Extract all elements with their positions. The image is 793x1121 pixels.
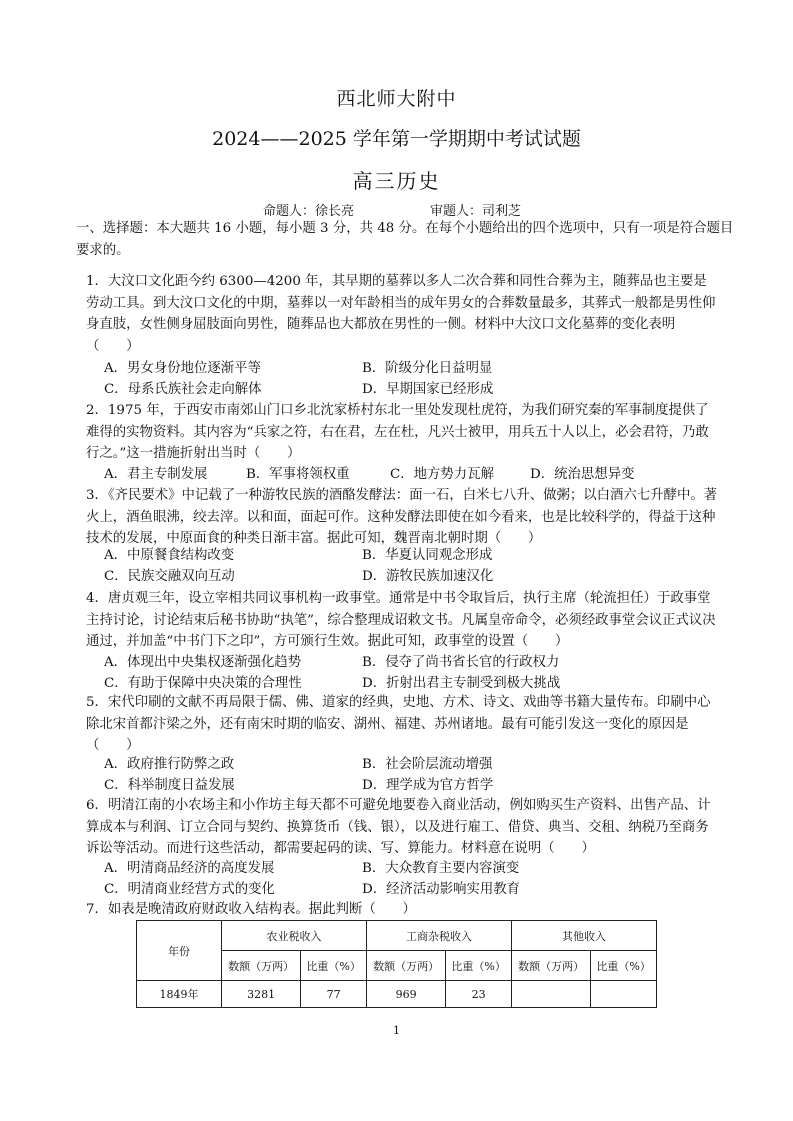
table-sub-amount: 数额（万两）: [511, 951, 590, 981]
q3-option-b: B．华夏认同观念形成: [362, 548, 493, 563]
question-6-stem: 6．明清江南的小农场主和小作坊主每天都不可避免地要卷入商业活动，例如购买生产资料、出售产品、计算成本与利润、订立合同与契约、换算货币（钱、银），以及进行雇工、借贷、典当、交租、纳税乃至商务诉讼等活动。而进行这些活动，都需要起码的读、写、算能力。材料意在说明（ ）: [86, 798, 711, 856]
exam-title: 2024——2025 学年第一学期期中考试试题: [212, 128, 581, 150]
q4-option-b: B．侵夺了尚书省长官的行政权力: [362, 655, 560, 670]
q1-option-d: D．早期国家已经形成: [362, 382, 494, 397]
q5-option-b: B．社会阶层流动增强: [362, 757, 493, 772]
table-cell-comm-amount: 969: [366, 981, 445, 1008]
table-cell-other-amount: [511, 981, 590, 1008]
table-sub-amount: 数额（万两）: [366, 951, 445, 981]
q2-option-b: B．军事将领权重: [246, 467, 350, 482]
question-1-stem: 1．大汶口文化距今约 6300—4200 年，其早期的墓葬以多人二次合葬和同性合葬为主，随葬品也主要是劳动工具。到大汶口文化的中期，墓葬以一对年龄相当的成年男女的合葬数量最多，其葬式一般都是男性仰身直肢，女性侧身屈肢面向男性，随葬品也大都放在男性的一侧。材料中大汶口文化墓葬的变化表明（ ）: [86, 274, 716, 354]
table-cell-agri-ratio: 77: [301, 981, 367, 1008]
section-instructions: 一、选择题：本大题共 16 小题，每小题 3 分，共 48 分。在每个小题给出的四个选项中，只有一项是符合题目要求的。: [76, 221, 734, 258]
subject-title: 高三历史: [352, 169, 441, 193]
q4-option-a: A．体现出中央集权逐渐强化趋势: [104, 655, 302, 670]
q6-option-d: D．经济活动影响实用教育: [362, 882, 521, 897]
school-name: 西北师大附中: [336, 88, 457, 110]
table-cell-year: 1849年: [137, 981, 222, 1008]
q5-option-d: D．理学成为官方哲学: [362, 778, 494, 793]
page-number: 1: [393, 1024, 400, 1037]
q3-option-d: D．游牧民族加速汉化: [362, 569, 494, 584]
q4-option-c: C．有助于保障中央决策的合理性: [104, 676, 302, 691]
q3-option-c: C．民族交融双向互动: [104, 569, 235, 584]
table-sub-amount: 数额（万两）: [222, 951, 301, 981]
finance-table: [136, 920, 657, 1008]
q1-option-c: C．母系氏族社会走向解体: [104, 382, 262, 397]
question-2-stem: 2．1975 年，于西安市南郊山门口乡北沈家桥村东北一里处发现杜虎符，为我们研究秦的军事制度提供了难得的实物资料。其内容为“兵家之符，右在君，左在杜，凡兴士被甲，用兵五十人以上，必会君符，乃敢行之。”这一措施折射出当时（ ）: [86, 403, 709, 461]
table-row: [137, 981, 657, 1008]
question-5-stem: 5．宋代印刷的文献不再局限于儒、佛、道家的经典，史地、方术、诗文、戏曲等书籍大量传布。印刷中心除北宋首都汴梁之外，还有南宋时期的临安、湖州、福建、苏州诸地。最有可能引发这一变化的原因是（ ）: [86, 695, 711, 753]
table-sub-ratio: 比重（%）: [301, 951, 367, 981]
question-setter: 命题人：徐长亮: [263, 204, 355, 219]
table-sub-ratio: 比重（%）: [446, 951, 512, 981]
q6-option-c: C．明清商业经营方式的变化: [104, 882, 275, 897]
table-header-agri: 农业税收入: [222, 921, 367, 951]
q6-option-a: A．明清商品经济的高度发展: [104, 861, 275, 876]
q5-option-a: A．政府推行防弊之政: [104, 757, 235, 772]
question-7-stem: 7．如表是晚清政府财政收入结构表。据此判断（ ）: [86, 902, 416, 917]
question-3-stem: 3．《齐民要术》中记载了一种游牧民族的酒酪发酵法：面一石，白米七八升、做粥；以白酒六七升酵中。著火上，酒鱼眼沸，绞去滓。以和面，面起可作。这种发酵法即使在如今看来，也是比较科学的，得益于这种技术的发展，中原面食的种类日渐丰富。据此可知，魏晋南北朝时期（ ）: [86, 488, 718, 546]
question-reviewer: 审题人：司利芝: [430, 204, 522, 219]
q5-option-c: C．科举制度日益发展: [104, 778, 235, 793]
q1-option-b: B．阶级分化日益明显: [362, 361, 493, 376]
table-header-commerce: 工商杂税收入: [366, 921, 511, 951]
table-cell-other-ratio: [591, 981, 657, 1008]
table-header-year: 年份: [137, 921, 222, 981]
table-header-other: 其他收入: [511, 921, 656, 951]
q4-option-d: D．折射出君主专制受到极大挑战: [362, 676, 561, 691]
table-sub-ratio: 比重（%）: [591, 951, 657, 981]
question-4-stem: 4．唐贞观三年，设立宰相共同议事机构一政事堂。通常是中书令取旨后，执行主席（轮流担任）于政事堂主持讨论，讨论结束后秘书协助“执笔”，综合整理成诏敕文书。凡属皇帝命令，必须经政事堂会议正式议决通过，并加盖“中书门下之印”，方可颁行生效。据此可知，政事堂的设置（ ）: [86, 591, 716, 649]
q1-option-a: A．男女身份地位逐渐平等: [104, 361, 261, 376]
q3-option-a: A．中原餐食结构改变: [104, 548, 235, 563]
table-cell-agri-amount: 3281: [222, 981, 301, 1008]
table-cell-comm-ratio: 23: [446, 981, 512, 1008]
q6-option-b: B．大众教育主要内容演变: [362, 861, 520, 876]
q2-option-a: A．君主专制发展: [104, 467, 208, 482]
q2-option-d: D．统治思想异变: [530, 467, 635, 482]
q2-option-c: C．地方势力瓦解: [390, 467, 494, 482]
